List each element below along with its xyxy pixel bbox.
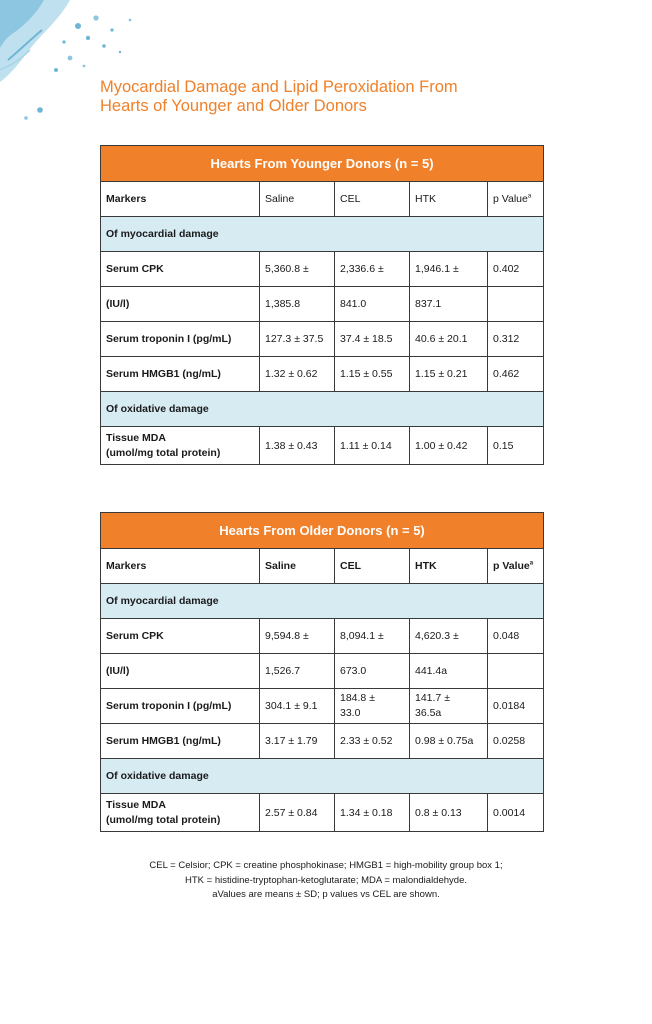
p-value-cell: 0.0014 [488,794,544,832]
p-value-cell: 0.0184 [488,689,544,724]
marker-line-2: (umol/mg total protein) [106,446,221,459]
marker-line-1: Tissue MDA [106,431,166,444]
saline-cell: 3.17 ± 1.79 [260,724,335,759]
htk-cell: 1,946.1 ± [410,252,488,287]
table-row [101,619,544,654]
cel-line-1: 184.8 ± [340,692,375,704]
table-row [101,357,544,392]
cel-cell: 1.15 ± 0.55 [335,357,410,392]
saline-cell: 1,385.8 [260,287,335,322]
section-row [101,217,544,252]
marker-cell: Serum HMGB1 (ng/mL) [101,724,260,759]
marker-cell [101,794,260,832]
column-header-p-value [488,549,544,584]
p-value-label: p Value [493,560,530,572]
saline-cell: 1.38 ± 0.43 [260,427,335,465]
page-title-line-2: Hearts of Younger and Older Donors [100,97,367,115]
page-title-line-1: Myocardial Damage and Lipid Peroxidation From [100,78,458,96]
section-label: Of myocardial damage [101,217,544,252]
column-header-saline: Saline [260,549,335,584]
table-row [101,427,544,465]
saline-cell: 1.32 ± 0.62 [260,357,335,392]
htk-cell: 441.4a [410,654,488,689]
section-label: Of myocardial damage [101,584,544,619]
marker-line-1: Tissue MDA [106,798,166,811]
section-label: Of oxidative damage [101,759,544,794]
section-label: Of oxidative damage [101,392,544,427]
cel-cell: 2,336.6 ± [335,252,410,287]
column-header-htk: HTK [410,549,488,584]
saline-cell: 9,594.8 ± [260,619,335,654]
footnote-line-1: CEL = Celsior; CPK = creatine phosphokinase; HMGB1 = high-mobility group box 1; [149,860,503,871]
htk-cell: 4,620.3 ± [410,619,488,654]
section-row [101,759,544,794]
younger-donors-table [100,145,544,465]
table-row [101,724,544,759]
cel-cell [335,689,410,724]
older-donors-table [100,512,544,832]
marker-cell: Serum troponin I (pg/mL) [101,322,260,357]
table-row [101,252,544,287]
htk-cell: 1.00 ± 0.42 [410,427,488,465]
column-header-row [101,549,544,584]
table-row [101,322,544,357]
p-value-cell: 0.048 [488,619,544,654]
cel-cell: 2.33 ± 0.52 [335,724,410,759]
marker-cell: Serum HMGB1 (ng/mL) [101,357,260,392]
cel-cell: 841.0 [335,287,410,322]
footnote-line-2: HTK = histidine-tryptophan-ketoglutarate; MDA = malondialdehyde. [185,874,467,886]
section-row [101,584,544,619]
saline-cell: 1,526.7 [260,654,335,689]
marker-cell: Serum troponin I (pg/mL) [101,689,260,724]
htk-cell: 837.1 [410,287,488,322]
column-header-p-value [488,182,544,217]
section-row [101,392,544,427]
table-row [101,287,544,322]
column-header-htk: HTK [410,182,488,217]
p-value-cell [488,654,544,689]
saline-cell: 5,360.8 ± [260,252,335,287]
table-row [101,794,544,832]
cel-cell: 1.34 ± 0.18 [335,794,410,832]
p-value-cell: 0.312 [488,322,544,357]
column-header-saline: Saline [260,182,335,217]
column-header-markers: Markers [101,182,260,217]
cel-cell: 37.4 ± 18.5 [335,322,410,357]
p-value-cell: 0.402 [488,252,544,287]
saline-cell: 2.57 ± 0.84 [260,794,335,832]
table-row [101,689,544,724]
p-value-cell: 0.0258 [488,724,544,759]
page-title [100,78,620,116]
marker-cell: Serum CPK [101,252,260,287]
htk-cell: 1.15 ± 0.21 [410,357,488,392]
p-value-cell: 0.462 [488,357,544,392]
p-value-label: p Value [493,193,528,205]
table-heading: Hearts From Older Donors (n = 5) [101,513,544,549]
htk-cell: 0.98 ± 0.75a [410,724,488,759]
column-header-markers: Markers [101,549,260,584]
column-header-row [101,182,544,217]
footnote [60,859,592,903]
cel-cell: 8,094.1 ± [335,619,410,654]
marker-cell: Serum CPK [101,619,260,654]
cel-line-2: 33.0 [340,707,361,719]
htk-cell: 0.8 ± 0.13 [410,794,488,832]
cel-cell: 673.0 [335,654,410,689]
saline-cell: 304.1 ± 9.1 [260,689,335,724]
p-value-cell: 0.15 [488,427,544,465]
p-value-superscript: a [527,193,532,200]
htk-line-2: 36.5a [415,707,442,719]
marker-cell: (IU/l) [101,287,260,322]
footnote-line-3: aValues are means ± SD; p values vs CEL are shown. [212,889,440,900]
marker-line-2: (umol/mg total protein) [106,813,221,826]
table-heading: Hearts From Younger Donors (n = 5) [101,146,544,182]
htk-cell [410,689,488,724]
htk-line-1: 141.7 ± [415,692,450,704]
column-header-cel: CEL [335,182,410,217]
p-value-superscript: a [529,560,534,567]
htk-cell: 40.6 ± 20.1 [410,322,488,357]
marker-cell: (IU/l) [101,654,260,689]
saline-cell: 127.3 ± 37.5 [260,322,335,357]
column-header-cel: CEL [335,549,410,584]
p-value-cell [488,287,544,322]
cel-cell: 1.11 ± 0.14 [335,427,410,465]
table-row [101,654,544,689]
marker-cell [101,427,260,465]
